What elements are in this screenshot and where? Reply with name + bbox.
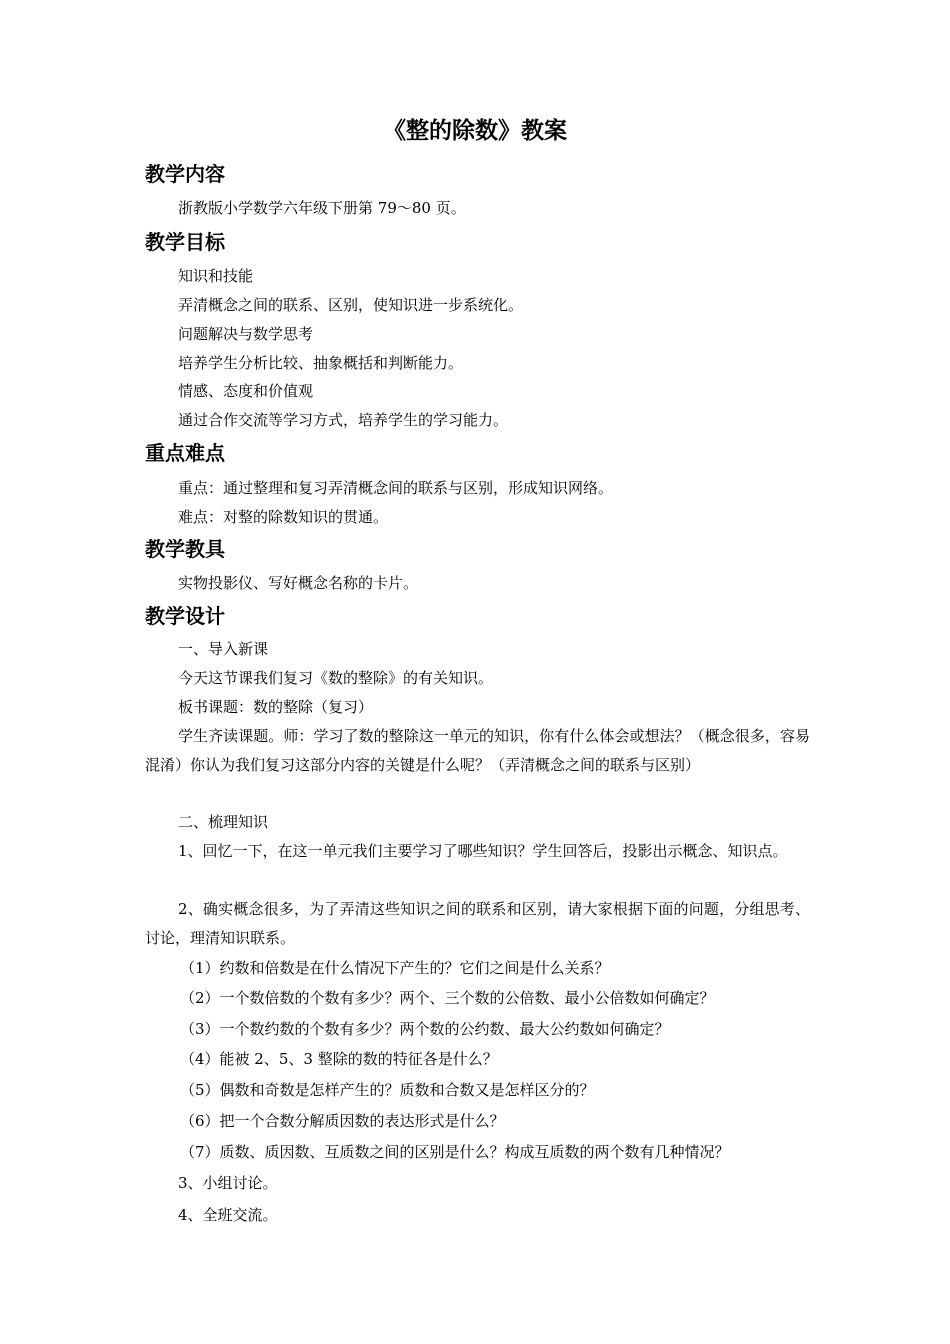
heading-key-points: 重点难点 (145, 441, 225, 465)
tools-text: 实物投影仪、写好概念名称的卡片。 (178, 574, 419, 592)
key-point-item: 重点：通过整理和复习弄清概念间的联系与区别，形成知识网络。 (178, 479, 614, 497)
heading-content: 教学内容 (145, 162, 225, 186)
heading-goals: 教学目标 (145, 230, 225, 254)
step-2: 2、确实概念很多，为了弄清这些知识之间的联系和区别，请大家根据下面的问题，分组思考、讨论，理清知识联系。 (145, 900, 810, 947)
part1-title: 一、导入新课 (178, 640, 269, 658)
key-point-item: 难点：对整的除数知识的贯通。 (178, 508, 389, 526)
goal-item: 培养学生分析比较、抽象概括和判断能力。 (178, 354, 464, 372)
heading-design: 教学设计 (145, 604, 225, 628)
step-1: 1、回忆一下，在这一单元我们主要学习了哪些知识？学生回答后，投影出示概念、知识点。 (178, 842, 788, 860)
goal-item: 问题解决与数学思考 (178, 325, 314, 343)
goal-item: 弄清概念之间的联系、区别，使知识进一步系统化。 (178, 296, 524, 314)
goal-item: 知识和技能 (178, 267, 254, 285)
document-title: 《整的除数》教案 (383, 118, 567, 144)
part2-title: 二、梳理知识 (178, 813, 269, 831)
content-text: 浙教版小学数学六年级下册第 79～80 页。 (178, 199, 466, 217)
question-item: （2）一个数倍数的个数有多少？两个、三个数的公倍数、最小公倍数如何确定？ (180, 989, 715, 1007)
heading-tools: 教学教具 (145, 537, 225, 561)
step-3: 3、小组讨论。 (178, 1174, 278, 1192)
question-item: （3）一个数约数的个数有多少？两个数的公约数、最大公约数如何确定？ (180, 1020, 670, 1038)
question-item: （1）约数和倍数是在什么情况下产生的？它们之间是什么关系？ (180, 959, 610, 977)
part1-line: 今天这节课我们复习《数的整除》的有关知识。 (178, 669, 494, 687)
goal-item: 情感、态度和价值观 (178, 382, 314, 400)
part1-paragraph: 学生齐读课题。师：学习了数的整除这一单元的知识，你有什么体会或想法？（概念很多，容易混淆）你认为我们复习这部分内容的关键是什么呢？（弄清概念之间的联系与区别） (145, 727, 810, 774)
goal-item: 通过合作交流等学习方式，培养学生的学习能力。 (178, 411, 509, 429)
part1-line: 板书课题：数的整除（复习） (178, 698, 374, 716)
question-item: （4）能被 2、5、3 整除的数的特征各是什么？ (180, 1050, 498, 1068)
question-item: （7）质数、质因数、互质数之间的区别是什么？构成互质数的两个数有几种情况？ (180, 1143, 730, 1161)
question-item: （5）偶数和奇数是怎样产生的？质数和合数又是怎样区分的？ (180, 1081, 595, 1099)
step-4: 4、全班交流。 (178, 1206, 278, 1224)
question-item: （6）把一个合数分解质因数的表达形式是什么？ (180, 1112, 505, 1130)
